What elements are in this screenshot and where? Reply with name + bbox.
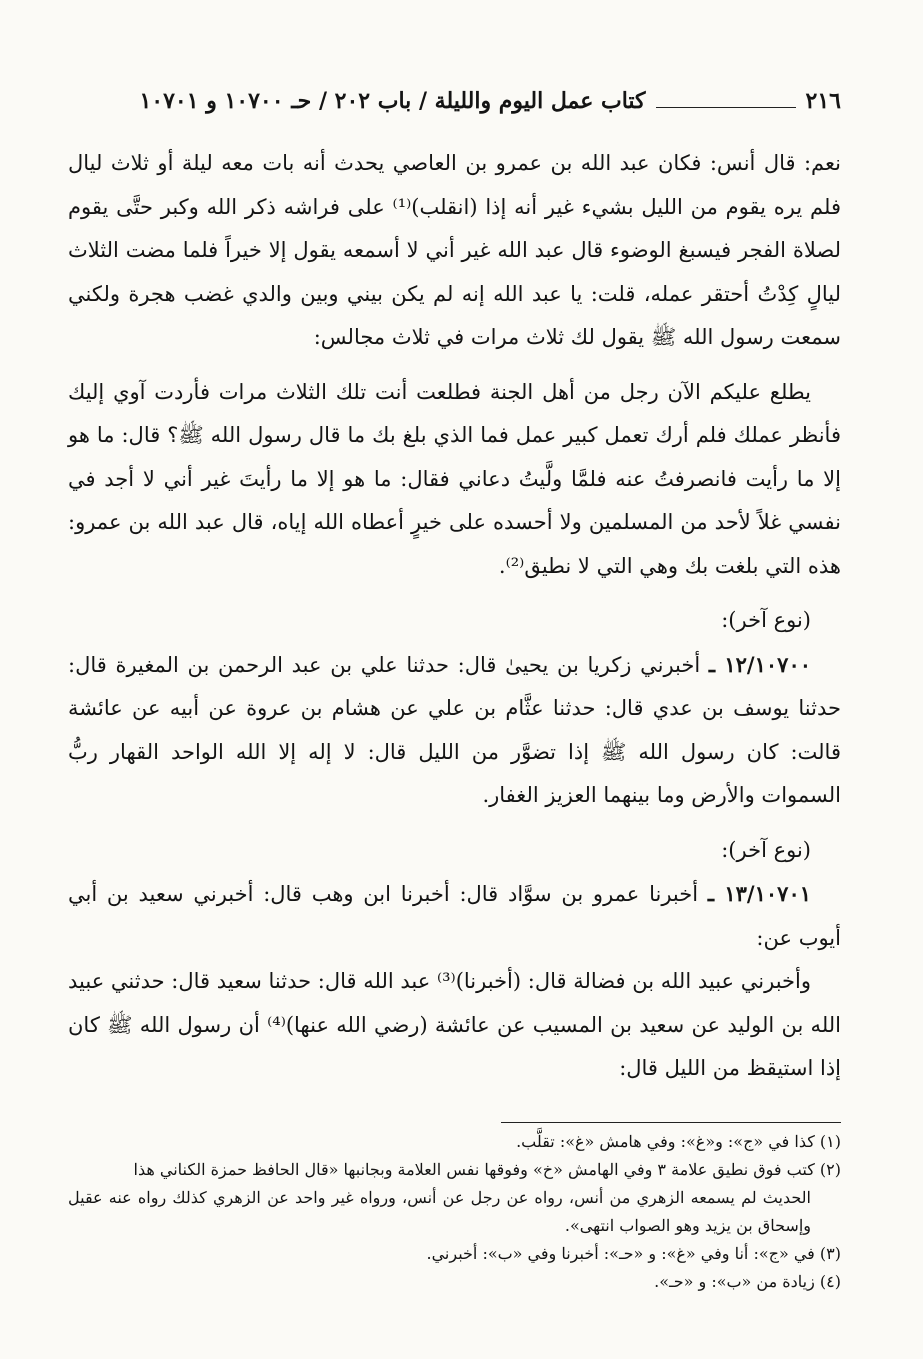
section-2-heading: (نوع آخر): [721,837,811,862]
paragraph-1: نعم: قال أنس: فكان عبد الله بن عمرو بن العاصي يحدث أنه بات معه ليلة أو ثلاث ليال فلم يره يقوم من الليل بشيء غير أنه إذا (انقلب)⁽¹⁾ على فراشه ذكر الله وكبر حتَّى يقوم لصلاة الفجر فيسبغ الوضوء قال عبد الله غير أني لا أسمعه يقول إلا خيراً فلما مضت الثلاث ليالٍ كِدْتُ أحتقر عمله، قلت: يا عبد الله إنه لم يكن بيني وبين والدي غضب هجرة ولكني سمعت رسول الله ﷺ يقول لك ثلاث مرات في ثلاث مجالس: [68,151,841,349]
footnote-rule [501,1122,841,1123]
hadith-10701-chain-2: وأخبرني عبيد الله بن فضالة قال: (أخبرنا)⁽³⁾ عبد الله قال: حدثنا سعيد قال: حدثني عبيد الله بن الوليد عن سعيد بن المسيب عن عائشة (رضي الله عنها)⁽⁴⁾ أن رسول الله ﷺ كان إذا استيقظ من الليل قال: [68,969,842,1080]
hadith-10700 [68,643,841,818]
footnote-2-continued: الحديث لم يسمعه الزهري من أنس، رواه عن رجل عن أنس، ورواه غير واحد عن الزهري كذلك رواه عنه عقيل وإسحاق بن يزيد وهو الصواب انتهى». [68,1188,811,1235]
page-number: ٢١٦ [805,88,841,114]
section-1-heading: (نوع آخر): [721,608,811,632]
header-title: كتاب عمل اليوم والليلة / باب ٢٠٢ / حـ ١٠٧٠٠ و ١٠٧٠١ [139,88,646,114]
footnote-1: (١) كذا في «ج»: و«غ»: وفي هامش «غ»: تقلَّب. [516,1132,841,1151]
footnotes [68,1128,841,1296]
hadith-10701 [68,872,841,960]
footnote-3: (٣) في «ج»: أنا وفي «غ»: و «حـ»: أخبرنا وفي «ب»: أخبرني. [426,1244,841,1263]
footnote-4: (٤) زيادة من «ب»: و «حـ». [654,1272,841,1291]
hadith-number: ١٢/١٠٧٠٠ ـ [708,651,811,677]
main-text [68,142,841,1091]
hadith-number: ١٣/١٠٧٠١ ـ [707,881,811,906]
paragraph-2: يطلع عليكم الآن رجل من أهل الجنة فطلعت أنت تلك الثلاث مرات فأردت آوي إليك فأنظر عملك فلم أرك تعمل كبير عمل فما الذي بلغ بك ما قال رسول الله ﷺ؟ قال: ما هو إلا ما رأيت فانصرفتُ عنه فلمَّا ولَّيتُ دعاني فقال: ما هو إلا ما رأيتَ غير أني لا أجد في نفسي غلاً لأحد من المسلمين ولا أحسده على خيرٍ أعطاه الله إياه، قال عبد الله بن عمرو: هذه التي بلغت بك وهي التي لا نطيق⁽²⁾. [68,379,841,578]
hadith-text: أخبرني زكريا بن يحيىٰ قال: حدثنا علي بن عبد الرحمن بن المغيرة قال: حدثنا يوسف بن عدي قال: حدثنا عثَّام بن علي عن هشام بن عروة عن أبيه عن عائشة قالت: كان رسول الله ﷺ إذا تضوَّر من الليل قال: لا إله إلا الله الواحد القهار ربُّ السموات والأرض وما بينهما العزيز الغفار. [68,652,841,807]
running-header [68,88,841,114]
hadith-text: أخبرنا عمرو بن سوَّاد قال: أخبرنا ابن وهب قال: أخبرني سعيد بن أبي أيوب عن: [68,882,841,950]
header-rule [656,107,796,108]
footnote-2: (٢) كتب فوق نطيق علامة ٣ وفي الهامش «خ» وفوقها نفس العلامة وبجانبها «قال الحافظ حمزة الكناني هذا [133,1160,841,1179]
